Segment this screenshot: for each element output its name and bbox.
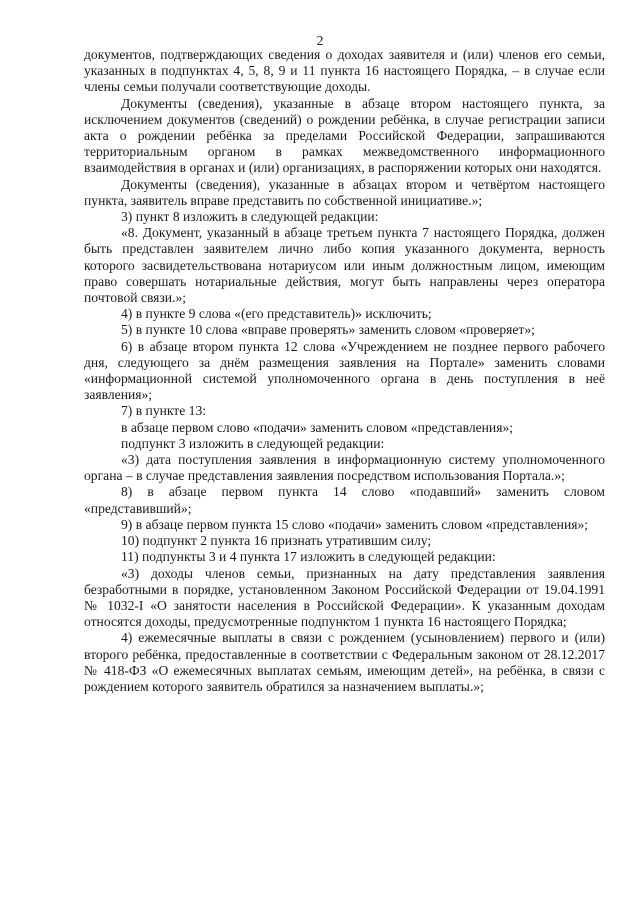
paragraph-item-9: 9) в абзаце первом пункта 15 слово «подачи» заменить словом «представления»; xyxy=(121,516,589,532)
paragraph-subpoint-3-unemployed: «3) доходы членов семьи, признанных на дату представления заявления безработными в порядке, установленном Законом Российской Федерации от 19.04.1991 № 1032-I «О занятости населения в Российской Федерации». К указанным доходам относятся доходы, предусмотренные подпунктом 1 пункта 16 настоящего Порядка; xyxy=(84,565,605,630)
paragraph-item-7-subpoint-3: подпункт 3 изложить в следующей редакции: xyxy=(121,435,385,451)
document-body xyxy=(84,47,605,695)
paragraph-item-7: 7) в пункте 13: xyxy=(121,403,207,419)
paragraph-interagency-request: Документы (сведения), указанные в абзаце втором настоящего пункта, за исключением документов (сведений) о рождении ребёнка, в случае регистрации записи акта о рождении ребёнка за пределами Российской Федерации, запрашиваются территориальным органом в рамках межведомственного информационного взаимодействия в органах и (или) организациях, в распоряжении которых они находятся. xyxy=(84,95,605,176)
paragraph-item-4: 4) в пункте 9 слова «(его представитель)» исключить; xyxy=(121,306,432,322)
paragraph-item-6: 6) в абзаце втором пункта 12 слова «Учреждением не позднее первого рабочего дня, следующего за днём размещения заявления на Портале» заменить словами «информационной системой уполномоченного органа в день поступления в неё заявления»; xyxy=(84,338,605,403)
paragraph-item-7-first-abzac: в абзаце первом слово «подачи» заменить словом «представления»; xyxy=(121,419,514,435)
paragraph-item-10: 10) подпункт 2 пункта 16 признать утратившим силу; xyxy=(121,533,432,549)
paragraph-subpoint-4-monthly-payments: 4) ежемесячные выплаты в связи с рождением (усыновлением) первого и (или) второго ребёнка, предоставленные в соответствии с Федеральным законом от 28.12.2017 № 418-ФЗ «О ежемесячных выплатах семьям, имеющим детей», на ребёнка, в связи с рождением которого заявитель обратился за назначением выплаты.»; xyxy=(84,630,605,694)
paragraph-point-8-text: «8. Документ, указанный в абзаце третьем пункта 7 настоящего Порядка, должен быть представлен заявителем лично либо копия указанного документа, верность которого засвидетельствована нотариусом или иным должностным лицом, имеющим право совершать нотариальные действия, могут быть направлены через оператора почтовой связи.»; xyxy=(84,225,605,306)
paragraph-item-11: 11) подпункты 3 и 4 пункта 17 изложить в следующей редакции: xyxy=(121,549,496,565)
paragraph-item-5: 5) в пункте 10 слова «вправе проверять» заменить словом «проверяет»; xyxy=(121,322,535,338)
paragraph-documents-income: документов, подтверждающих сведения о доходах заявителя и (или) членов его семьи, указанных в подпунктах 4, 5, 8, 9 и 11 пункта 16 настоящего Порядка, – в случае если члены семьи получали соответствующие доходы. xyxy=(84,47,605,95)
paragraph-subpoint-3-text: «3) дата поступления заявления в информационную систему уполномоченного органа – в случае представления заявления посредством использования Портала.»; xyxy=(84,452,605,484)
page-number: 2 xyxy=(316,33,324,48)
paragraph-item-3: 3) пункт 8 изложить в следующей редакции: xyxy=(121,209,379,225)
paragraph-own-initiative: Документы (сведения), указанные в абзацах втором и четвёртом настоящего пункта, заявитель вправе представить по собственной инициативе.»; xyxy=(84,176,605,208)
paragraph-item-8: 8) в абзаце первом пункта 14 слово «подавший» заменить словом «представивший»; xyxy=(84,484,605,516)
